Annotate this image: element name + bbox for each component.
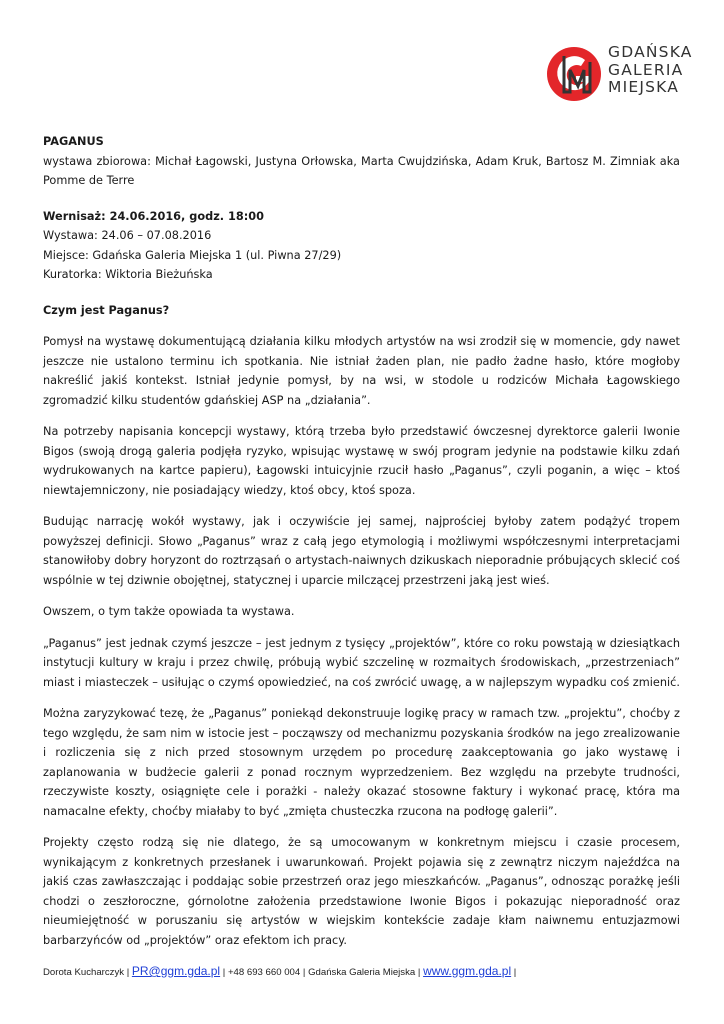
exhibition-dates: Wystawa: 24.06 – 07.08.2016 <box>43 229 212 242</box>
paragraph: „Paganus” jest jednak czymś jeszcze – jest jednym z tysięcy „projektów”, które co roku powstają w dziesiątkach instytucji kultury w kraju i przez chwilę, próbują wybić szczelinę w rozmaitych środowiskach, „przestrzeniach” miast i miasteczek – usiłując o czymś opowiedzieć, na coś zwrócić uwagę, a w najlepszym wypadku coś zmienić. <box>43 636 680 689</box>
logo-wordmark <box>608 44 693 97</box>
ggm-logo-icon <box>546 46 602 102</box>
logo-line: GDAŃSKA <box>608 43 693 61</box>
section-heading: Czym jest Paganus? <box>43 303 170 317</box>
logo-line: GALERIA <box>608 60 684 79</box>
email-link[interactable]: PR@ggm.gda.pl <box>131 964 221 978</box>
logo-line: MIEJSKA <box>608 78 680 96</box>
opening-date: Wernisaż: 24.06.2016, godz. 18:00 <box>43 209 264 223</box>
separator: | <box>415 967 424 978</box>
paragraph: Owszem, o tym także opowiada ta wystawa. <box>43 605 295 618</box>
paragraph: Na potrzeby napisania koncepcji wystawy, którą trzeba było przedstawić ówczesnej dyrektorce galerii Iwonie Bigos (swoją drogą galeria podjęła ryzyko, wpisując wystawę w swój program jedynie na podstawie kilku zdań wydrukowanych na kartce papieru), Łagowski intuicyjnie rzucił hasło „Paganus”, czyli poganin, a więc – ktoś niewtajemniczony, nie posiadający wiedzy, ktoś obcy, ktoś spoza. <box>43 425 680 497</box>
paragraph: Projekty często rodzą się nie dlatego, że są umocowanym w konkretnym miejscu i czasie procesem, wynikającym z konkretnych przesłanek i uwarunkowań. Projekt pojawia się z zewnątrz niczym najeźdźca na jakiś czas zawłaszczając i poddając sobie przestrzeń oraz jego mieszkańców. „Paganus”, odnosząc porażkę jeśli chodzi o zeszłoroczne, górnolotne założenia przedstawione Iwonie Bigos i pokazując nieporadność oraz nieumiejętność w poruszaniu się artystów w wiejskim kontekście zadaje kłam naiwnemu entuzjazmowi barbarzyńców od „projektów” oraz efektom ich pracy. <box>43 836 680 947</box>
separator: | <box>300 967 309 978</box>
contact-name: Dorota Kucharczyk <box>43 967 125 978</box>
separator-end: | <box>513 967 517 978</box>
separator: | <box>220 967 228 978</box>
exhibition-subtitle: wystawa zbiorowa: Michał Łagowski, Justyna Orłowska, Marta Cwujdzińska, Adam Kruk, Bartosz M. Zimniak aka Pomme de Terre <box>43 154 680 187</box>
exhibition-title: PAGANUS <box>43 135 104 148</box>
footer-contact <box>43 964 683 978</box>
paragraph: Można zaryzykować tezę, że „Paganus” poniekąd dekonstruuje logikę pracy w ramach tzw. „projektu”, choćby z tego względu, że sam nim w istocie jest – począwszy od mechanizmu pozyskania środków na jego zrealizowanie i rozliczenia się z nich przed stosownym urzędem po procedurę zaakceptowania go jako wystawę i zaplanowania w budżecie galerii z ponad rocznym wyprzedzeniem. Bez względu na przebyte trudności, rzeczywiste koszty, osiągnięte cele i porażki - należy okazać stosowne faktury i wykonać pracę, która ma namacalne efekty, choćby miałaby to być „zmięta chusteczka rzucona na podłogę galerii”. <box>43 707 680 818</box>
paragraph: Pomysł na wystawę dokumentującą działania kilku młodych artystów na wsi zrodził się w momencie, gdy nawet jeszcze nie ustalono terminu ich spotkania. Nie istniał żaden plan, nie padło żadne hasło, które mogłoby nakreślić jakiś kontekst. Istniał jedynie pomysł, by na wsi, w stodole u rodziców Michała Łagowskiego zgromadzić kilku studentów gdańskiej ASP na „działania”. <box>43 335 680 407</box>
contact-phone: +48 693 660 004 <box>227 967 301 978</box>
exhibition-place: Miejsce: Gdańska Galeria Miejska 1 (ul. Piwna 27/29) <box>43 248 342 262</box>
separator: | <box>124 967 132 978</box>
press-release <box>43 132 680 962</box>
curator: Kuratorka: Wiktoria Bieżuńska <box>43 268 213 281</box>
paragraph: Budując narrację wokół wystawy, jak i oczywiście jej samej, najprościej byłoby zatem podążyć tropem powyższej definicji. Słowo „Paganus” wraz z całą jego etymologią i możliwymi współczesnymi interpretacjami stanowiłoby dobry horyzont do roztrząsań o artystach-naiwnych dzikuskach nieporadnie próbujących sklecić coś wspólnie w tej dziwnie obojętnej, statycznej i uparcie milczącej przestrzeni jaką jest wieś. <box>43 515 680 587</box>
gallery-logo <box>546 43 693 102</box>
website-link[interactable]: www.ggm.gda.pl <box>423 964 512 978</box>
organization-name: Gdańska Galeria Miejska <box>308 967 416 978</box>
